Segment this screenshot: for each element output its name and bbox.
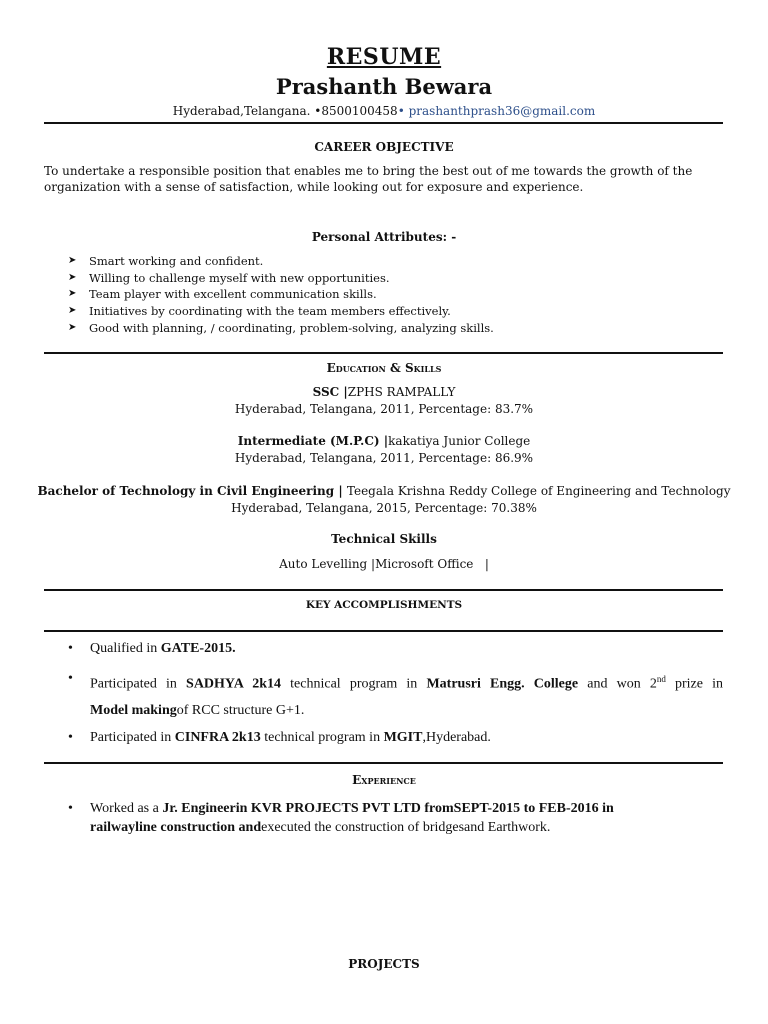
email-link[interactable]: prashanthprash36@gmail.com bbox=[408, 104, 596, 118]
bullet-separator: • bbox=[314, 104, 322, 118]
list-item: ➤ Smart working and confident. bbox=[68, 254, 264, 268]
list-item: • Participated in SADHYA 2k14 technical program in Matrusri Engg. College and won 2nd prize in Model makingof RCC structure G+1. bbox=[68, 666, 723, 724]
divider bbox=[44, 630, 723, 632]
objective-line: To undertake a responsible position that enables me to bring the best out of me towards the growth of the bbox=[44, 164, 693, 178]
divider bbox=[44, 352, 723, 354]
phone-number: 8500100458 bbox=[321, 104, 398, 118]
technical-skills-title: Technical Skills bbox=[331, 532, 437, 546]
experience-title: Experience bbox=[352, 773, 416, 787]
key-accomplishments-title: KEY ACCOMPLISHMENTS bbox=[305, 599, 463, 611]
bullet-icon: • bbox=[68, 641, 73, 656]
personal-attributes-title: Personal Attributes: - bbox=[311, 230, 457, 244]
arrow-bullet-icon: ➤ bbox=[68, 271, 77, 283]
technical-skills-text: Auto Levelling |Microsoft Office | bbox=[279, 557, 489, 571]
list-item: ➤ Initiatives by coordinating with the team members effectively. bbox=[68, 304, 451, 319]
education-entry-ssc: SSC |ZPHS RAMPALLY Hyderabad, Telangana, 2011, Percentage: 83.7% bbox=[234, 385, 534, 416]
location: Hyderabad,Telangana. bbox=[172, 104, 311, 118]
divider bbox=[44, 589, 723, 591]
arrow-bullet-icon: ➤ bbox=[68, 305, 77, 317]
personal-attributes-list bbox=[68, 253, 708, 337]
list-item: • Worked as a Jr. Engineerin KVR PROJECTS PVT LTD fromSEPT-2015 to FEB-2016 in railwayline construction andexecuted the construction of bridgesand Earthwork. bbox=[68, 801, 614, 835]
education-entry-btech: Bachelor of Technology in Civil Engineering | Teegala Krishna Reddy College of Engineering and Technology Hyderabad, Telangana, 2015, Percentage: 70.38% bbox=[37, 484, 731, 515]
projects-title: PROJECTS bbox=[348, 957, 420, 971]
list-item: ➤ Willing to challenge myself with new opportunities. bbox=[68, 270, 390, 285]
objective-line: organization with a sense of satisfaction, while looking out for exposure and experience. bbox=[44, 180, 584, 194]
list-item: ➤ Good with planning, / coordinating, problem-solving, analyzing skills. bbox=[68, 320, 494, 335]
bullet-icon: • bbox=[68, 671, 73, 686]
bullet-separator: • bbox=[397, 104, 405, 118]
contact-line bbox=[0, 104, 768, 118]
bullet-icon: • bbox=[68, 729, 73, 745]
education-entry-intermediate: Intermediate (M.P.C) |kakatiya Junior College Hyderabad, Telangana, 2011, Percentage: 86.9% bbox=[234, 434, 534, 465]
arrow-bullet-icon: ➤ bbox=[68, 288, 77, 300]
arrow-bullet-icon: ➤ bbox=[68, 321, 77, 333]
list-item: • Qualified in GATE-2015. bbox=[68, 641, 236, 656]
career-objective-title: CAREER OBJECTIVE bbox=[314, 140, 454, 154]
divider bbox=[44, 762, 723, 764]
arrow-bullet-icon: ➤ bbox=[68, 255, 77, 266]
accomplishments-list bbox=[68, 640, 723, 747]
candidate-name: Prashanth Bewara bbox=[275, 74, 493, 99]
list-item: ➤ Team player with excellent communication skills. bbox=[68, 287, 377, 302]
resume-heading: RESUME bbox=[326, 44, 442, 70]
bullet-icon: • bbox=[68, 801, 73, 816]
list-item: • Participated in CINFRA 2k13 technical program in MGIT,Hyderabad. bbox=[68, 729, 491, 745]
education-skills-title: Education & Skills bbox=[326, 361, 442, 375]
experience-list bbox=[68, 799, 723, 837]
career-objective-text bbox=[44, 163, 724, 195]
divider bbox=[44, 122, 723, 124]
